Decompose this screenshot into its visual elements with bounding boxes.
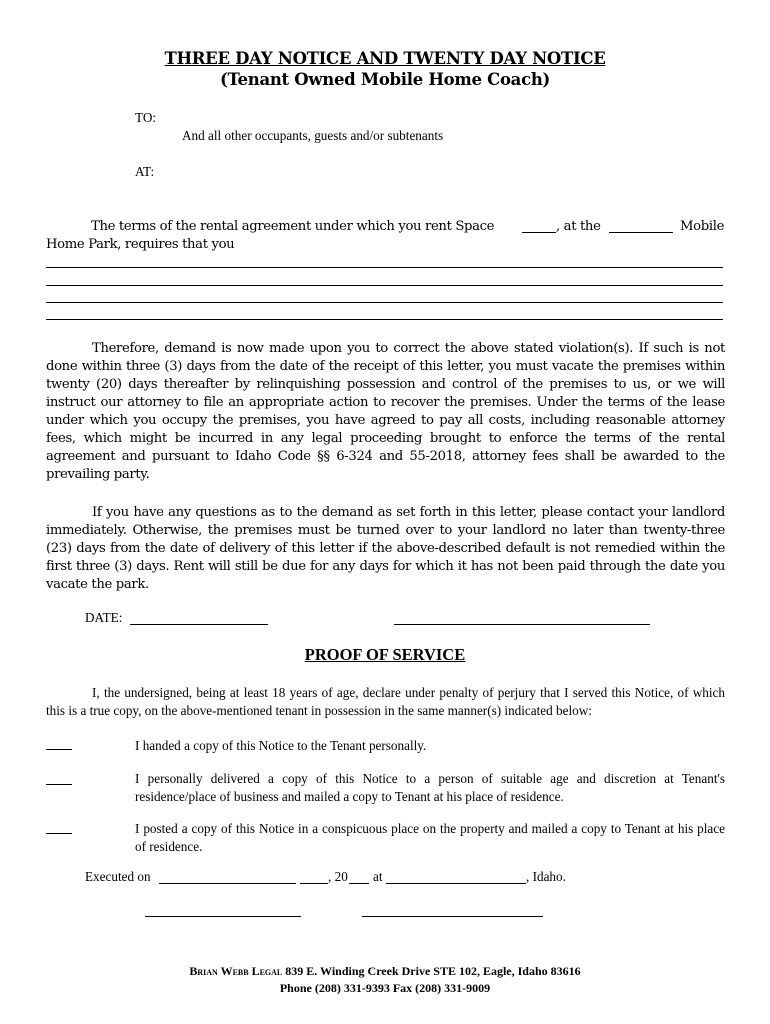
option-2-checkbox-blank[interactable] <box>46 784 72 785</box>
demand-paragraph: Therefore, demand is now made upon you to correct the above stated violation(s). If such is not done within three (3) days from the date of the receipt of this letter, you must vacate the premises within twenty (20) days thereafter by relinquishing possession and control of the premises to us, or we will instruct our attorney to file an appropriate action to recover the premises. Under the terms of the lease under which you occupy the premises, you have agreed to pay all costs, including reasonable attorney fees, which might be incurred in any legal proceeding brought to enforce the terms of the rental agreement and pursuant to Idaho Code §§ 6-324 and 55-2018, attorney fees shall be awarded to the prevailing party. <box>46 341 725 482</box>
landlord-signature-line[interactable] <box>394 624 650 625</box>
server-name-line[interactable] <box>145 916 301 917</box>
notice-subtitle: (Tenant Owned Mobile Home Coach) <box>219 70 551 89</box>
year-prefix: , 20 <box>328 869 348 884</box>
at-label: AT: <box>135 164 155 179</box>
firm-name: Brian Webb Legal <box>189 964 283 978</box>
violation-line-3[interactable] <box>46 302 723 303</box>
terms-text-3: Mobile <box>680 219 725 234</box>
option-3-checkbox-blank[interactable] <box>46 833 72 834</box>
executed-on-label: Executed on <box>85 869 151 884</box>
date-blank[interactable] <box>130 624 268 625</box>
server-signature-line[interactable] <box>362 916 543 917</box>
space-number-blank[interactable] <box>522 232 556 233</box>
date-label: DATE: <box>85 610 123 625</box>
violation-line-1[interactable] <box>46 267 723 268</box>
executed-month-blank[interactable] <box>300 883 328 884</box>
option-1-text: I handed a copy of this Notice to the Tenant personally. <box>135 738 427 753</box>
executed-city-blank[interactable] <box>386 883 526 884</box>
occupants-line: And all other occupants, guests and/or subtenants <box>182 128 444 143</box>
terms-text-1: The terms of the rental agreement under which you rent Space <box>91 219 495 234</box>
terms-text-line2: Home Park, requires that you <box>46 237 235 252</box>
proof-of-service-title: PROOF OF SERVICE <box>304 645 466 664</box>
violation-line-2[interactable] <box>46 285 723 286</box>
state-suffix: , Idaho. <box>526 869 566 884</box>
terms-text-2: , at the <box>556 219 601 234</box>
firm-address: 839 E. Winding Creek Drive STE 102, Eagle, Idaho 83616 <box>285 964 581 978</box>
park-name-blank[interactable] <box>609 232 673 233</box>
violation-line-4[interactable] <box>46 319 723 320</box>
questions-paragraph: If you have any questions as to the demand as set forth in this letter, please contact your landlord immediately. Otherwise, the premises must be turned over to your landlord no later than twenty-three (23) days from the date of delivery of this letter if the above-described default is not remedied within the first three (3) days. Rent will still be due for any days for which it has not been paid through the date you vacate the park. <box>46 505 725 592</box>
to-label: TO: <box>135 110 157 125</box>
executed-year-blank[interactable] <box>349 883 369 884</box>
notice-title: THREE DAY NOTICE AND TWENTY DAY NOTICE <box>164 49 606 68</box>
option-2-text: I personally delivered a copy of this Notice to a person of suitable age and discretion at Tenant's residence/place of business and mailed a copy to Tenant at his place of residence. <box>135 771 725 804</box>
executed-at-label: at <box>373 869 383 884</box>
executed-day-blank[interactable] <box>159 883 296 884</box>
option-1-checkbox-blank[interactable] <box>46 749 72 750</box>
footer-address-line <box>0 963 770 979</box>
option-3-text: I posted a copy of this Notice in a conspicuous place on the property and mailed a copy to Tenant at his place of residence. <box>135 821 725 854</box>
footer-contact: Phone (208) 331-9393 Fax (208) 331-9009 <box>279 981 491 995</box>
proof-declaration: I, the undersigned, being at least 18 years of age, declare under penalty of perjury that I served this Notice, of which this is a true copy, on the above-mentioned tenant in possession in the same manner(s) indicated below: <box>46 685 725 718</box>
